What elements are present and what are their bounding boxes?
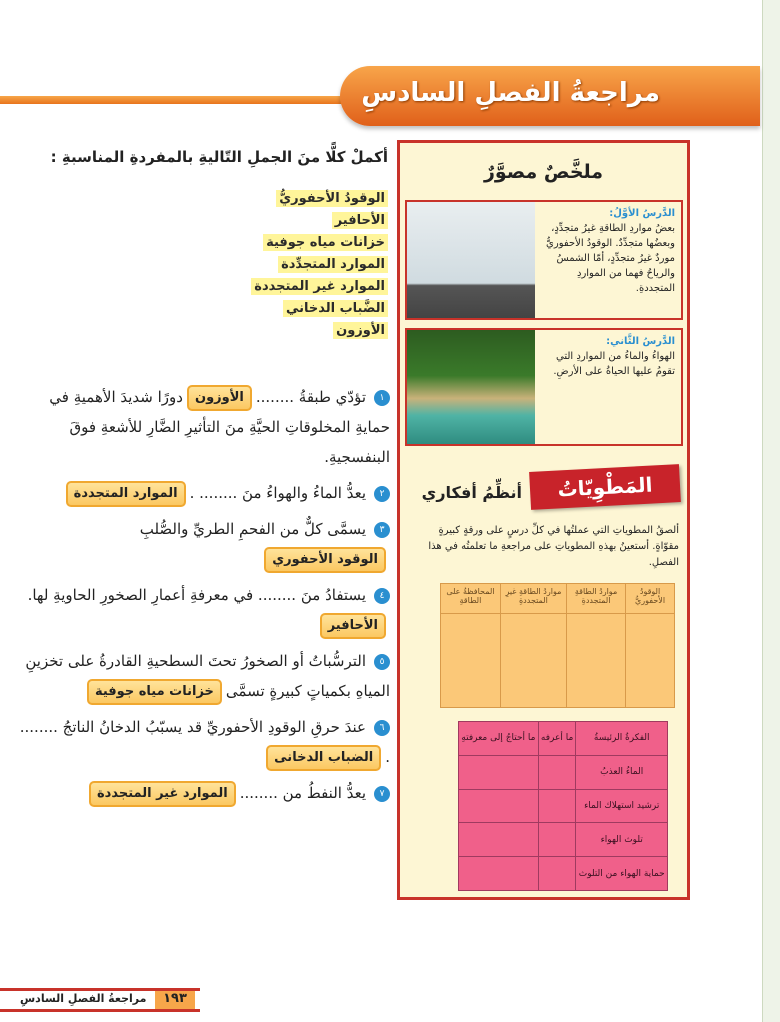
question-text: يسمَّى كلٌّ من الفحمِ الطريِّ والصُّلبِ (139, 520, 366, 538)
lesson-2-card (405, 328, 683, 446)
question-1 (15, 382, 390, 472)
word-bank (251, 190, 388, 339)
question-5 (15, 646, 390, 706)
instruction: أكملْ كلًّا منَ الجملِ التّاليةِ بالمفردةِ المناسبةِ : (50, 148, 388, 166)
answer-7[interactable]: الموارد غير المتجددة (89, 781, 236, 807)
table-header: الفكرةُ الرئيسةُ (576, 722, 668, 756)
question-text: يعدُّ النفطُ من ........ (239, 784, 366, 802)
question-number: ٥ (374, 654, 390, 670)
word-bank-item: الأحافير (332, 212, 388, 229)
answer-2[interactable]: الموارد المتجددة (66, 481, 186, 507)
table-header: ما أحتاجُ إلى معرفتهِ (459, 722, 539, 756)
word-bank-item: الموارد المتجدِّدة (278, 256, 388, 273)
word-bank-item: الضَّباب الدخاني (283, 300, 388, 317)
word-bank-item: الوقودُ الأحفوريُّ (276, 190, 388, 207)
question-text: الترسُّباتُ أو الصخورُ تحتَ السطحيةِ القادرةُ على تخزينِ المياهِ بكمياتٍ كبيرةٍ تسمَّى (25, 652, 390, 700)
table-header: مواردُ الطاقةِ المتجددةِ (566, 584, 625, 614)
table-cell: تلوث الهواء (576, 823, 668, 857)
question-6 (15, 712, 390, 772)
answer-6[interactable]: الضباب الدخانى (266, 745, 381, 771)
word-bank-item: الأوزون (333, 322, 388, 339)
question-number: ٣ (374, 522, 390, 538)
answer-3[interactable]: الوقود الأحفوري (264, 547, 386, 573)
word-bank-item: خزانات مياه جوفية (263, 234, 388, 251)
question-text: عندَ حرقِ الوقودِ الأحفوريِّ قد يسبّبُ الدخانُ الناتجُ ........ . (19, 718, 390, 766)
question-2 (15, 478, 390, 508)
answer-1[interactable]: الأوزون (187, 385, 252, 411)
question-4 (15, 580, 390, 640)
waterfall-image (407, 330, 535, 444)
table-header: الوقودُ الأحفوريُّ (626, 584, 675, 614)
foldables-instructions: ألصقُ المطوياتِ التي عملتُها في كلِّ درسٍ على ورقةٍ كبيرةٍ مقوّاةٍ. أستعينُ بهذهِ المطوياتِ على مراجعةِ ما تعلمتُه في هذا الفصلِ. (428, 525, 679, 568)
foldable-table-1 (440, 583, 675, 708)
question-number: ٢ (374, 486, 390, 502)
question-text: دورًا شديدَ الأهميةِ في حمايةِ المخلوقاتِ الحيَّةِ منَ التأثيرِ الضَّارِ للأشعةِ فوقَ البنفسجيةِ. (49, 388, 390, 466)
question-number: ٤ (374, 588, 390, 604)
question-text: يستفادُ منَ ........ في معرفةِ أعمارِ الصخورِ الحاويةِ لها. (27, 586, 366, 604)
table-header: مواردُ الطاقةِ غيرِ المتجددةِ (500, 584, 566, 614)
answer-4[interactable]: الأحافير (320, 613, 386, 639)
summary-title: ملخَّصٌ مصوَّرٌ (483, 161, 604, 183)
lesson-text: بعضُ مواردِ الطاقةِ غيرُ متجدِّدٍ، وبعضُها متجدِّدٌ. الوقودُ الأحفوريُّ موردٌ غيرُ متجدِّدٍ، أمّا الشمسُ والرياحُ فهما من المواردِ المتجددةِ. (546, 223, 675, 294)
question-text: يعدُّ الماءُ والهواءُ منَ ........ . (189, 484, 366, 502)
answer-5[interactable]: خزانات مياه جوفية (87, 679, 222, 705)
lesson-1-card (405, 200, 683, 320)
page-number: ١٩٣ (155, 991, 195, 1009)
question-list (15, 382, 390, 808)
lesson-text: الهواءُ والماءُ من المواردِ التي تقومُ عليها الحياةُ على الأرضِ. (553, 351, 675, 377)
page-title: مراجعةُ الفصلِ السادسِ (361, 78, 660, 108)
foldables-logo: المَطْوِيّاتُ (529, 464, 681, 510)
table-cell: الماءُ العذبُ (576, 755, 668, 789)
table-header: ما أعرفه (538, 722, 576, 756)
summary-panel (397, 140, 690, 900)
chapter-banner (340, 66, 760, 126)
word-bank-item: الموارد غير المتجددة (251, 278, 388, 295)
lesson-label: الدَّرسُ الثَّاني: (606, 336, 675, 347)
foldable-table-2 (458, 721, 668, 891)
footer-title: مراجعةُ الفصلِ السادسِ (20, 992, 147, 1005)
foldables-title: أنظِّمُ أفكاري (421, 483, 522, 502)
table-cell: حماية الهواء من التلوث (576, 857, 668, 891)
header-rule (0, 96, 360, 104)
lesson-label: الدَّرسُ الأوَّلُ: (609, 208, 675, 219)
wind-turbines-image (407, 202, 535, 318)
question-7 (15, 778, 390, 808)
page-footer (0, 988, 200, 1012)
question-number: ٧ (374, 786, 390, 802)
page-edge (762, 0, 780, 1022)
question-number: ١ (374, 390, 390, 406)
table-cell: ترشيد استهلاك الماء (576, 789, 668, 823)
question-number: ٦ (374, 720, 390, 736)
table-header: المحافظةُ على الطاقةِ (441, 584, 501, 614)
question-text: تؤدّي طبقةُ ........ (255, 388, 366, 406)
question-3 (15, 514, 390, 574)
